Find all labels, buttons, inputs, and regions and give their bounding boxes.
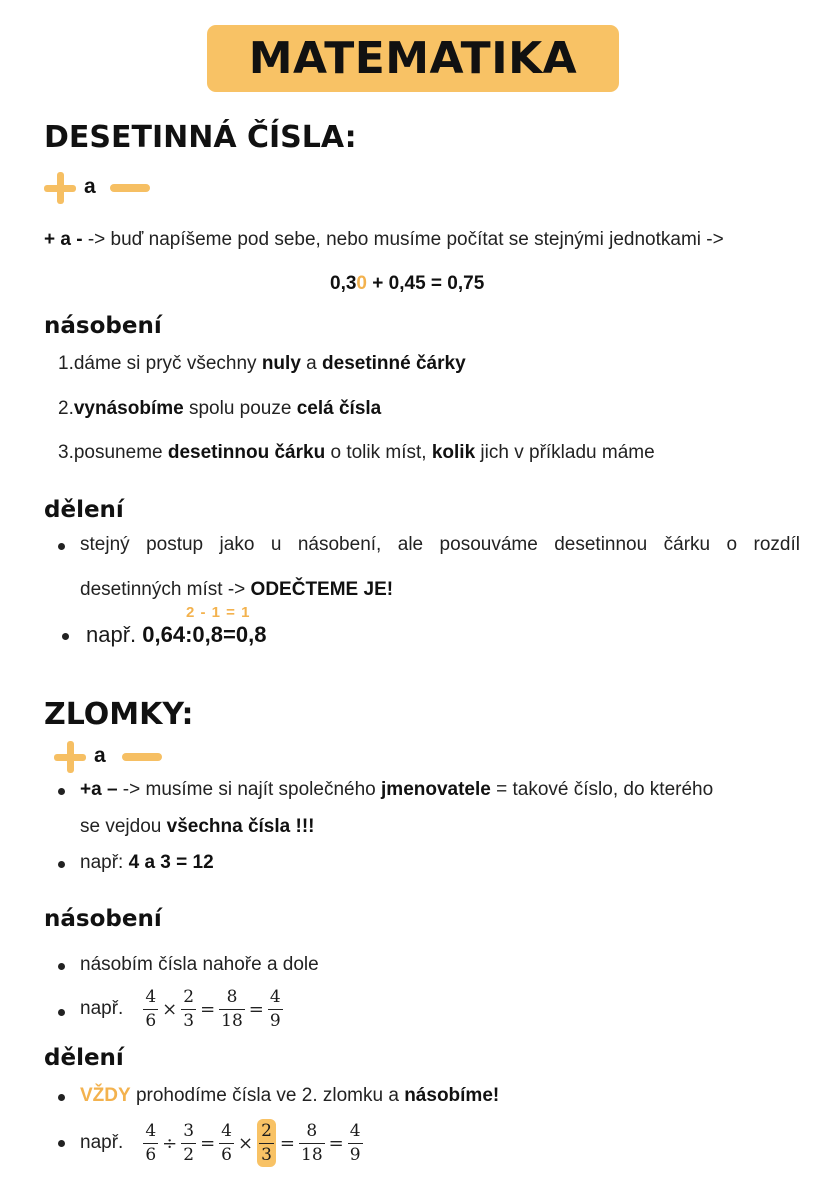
fraction: $\frac{4}{6}$: [145, 987, 157, 1031]
subheading-nasobeni-fraction: násobení: [44, 906, 162, 932]
fraction: $\frac{4}{6}$: [221, 1121, 232, 1165]
section-heading-desetinna: DESETINNÁ ČÍSLA:: [44, 120, 357, 155]
fraction: $\frac{4}{9}$: [269, 987, 281, 1031]
section-heading-zlomky: ZLOMKY:: [44, 697, 194, 732]
plus-icon: [54, 741, 86, 773]
decimal-division-rule-line1: stejný postup jako u násobení, ale posouváme desetinnou čárku o rozdíl: [80, 534, 800, 555]
fraction-addition-rule-line2: se vejdou všechna čísla !!!: [80, 816, 315, 837]
bullet-icon: [62, 633, 69, 640]
bullet-icon: [58, 1009, 65, 1016]
fraction-addition-example: např: 4 a 3 = 12: [80, 852, 214, 873]
decimal-places-hint: 2 - 1 = 1: [186, 604, 251, 621]
fraction-division-example: např. $\frac{4}{6}$ ÷ $\frac{3}{2}$ = $\frac{4}{6}$ × $\frac{2}{3}$ = $\frac{8}{18}$ = $\frac{4}{9}$: [80, 1119, 365, 1167]
decimal-division-rule-line2: desetinných míst -> ODEČTEME JE!: [80, 579, 394, 600]
plus-icon: [44, 172, 76, 204]
plus-minus-connector: a: [94, 744, 106, 767]
title-banner: [207, 25, 619, 92]
fraction: $\frac{8}{18}$: [221, 987, 243, 1031]
bullet-icon: [58, 1094, 65, 1101]
bullet-icon: [58, 543, 65, 550]
decimal-division-example: např. 0,64:0,8=0,8: [86, 622, 267, 647]
decimal-addition-rule: + a - -> buď napíšeme pod sebe, nebo musíme počítat se stejnými jednotkami ->: [44, 229, 724, 250]
bullet-icon: [58, 1140, 65, 1147]
fraction: $\frac{8}{18}$: [301, 1121, 323, 1165]
minus-icon: [110, 184, 150, 192]
subheading-nasobeni-decimal: násobení: [44, 313, 162, 339]
fraction-multiplication-example: např. $\frac{4}{6}$ × $\frac{2}{3}$ = $\frac{8}{18}$ = $\frac{4}{9}$: [80, 987, 281, 1031]
fraction-division-rule: VŽDY prohodíme čísla ve 2. zlomku a násobíme!: [80, 1085, 500, 1106]
subheading-deleni-decimal: dělení: [44, 497, 124, 523]
fraction: $\frac{4}{6}$: [145, 1121, 157, 1165]
fraction-addition-rule-line1: +a – -> musíme si najít společného jmenovatele = takové číslo, do kterého: [80, 779, 714, 800]
fraction: $\frac{2}{3}$: [183, 987, 195, 1031]
bullet-icon: [58, 788, 65, 795]
decimal-addition-example: 0,30 + 0,45 = 0,75: [330, 273, 485, 294]
fraction: $\frac{4}{9}$: [349, 1121, 361, 1165]
list-item: 3.posuneme desetinnou čárku o tolik míst, kolik jich v příkladu máme: [58, 442, 655, 463]
subheading-deleni-fraction: dělení: [44, 1045, 124, 1071]
minus-icon: [122, 753, 162, 761]
highlighted-reciprocal-fraction: $\frac{2}{3}$: [257, 1119, 276, 1167]
list-item: 1.dáme si pryč všechny nuly a desetinné čárky: [58, 353, 466, 374]
fraction: $\frac{3}{2}$: [183, 1121, 195, 1165]
page-title: MATEMATIKA: [248, 33, 578, 84]
list-item: 2.vynásobíme spolu pouze celá čísla: [58, 398, 382, 419]
bullet-icon: [58, 963, 65, 970]
bullet-icon: [58, 861, 65, 868]
plus-minus-connector: a: [84, 175, 96, 198]
fraction-multiplication-rule: násobím čísla nahoře a dole: [80, 954, 319, 975]
